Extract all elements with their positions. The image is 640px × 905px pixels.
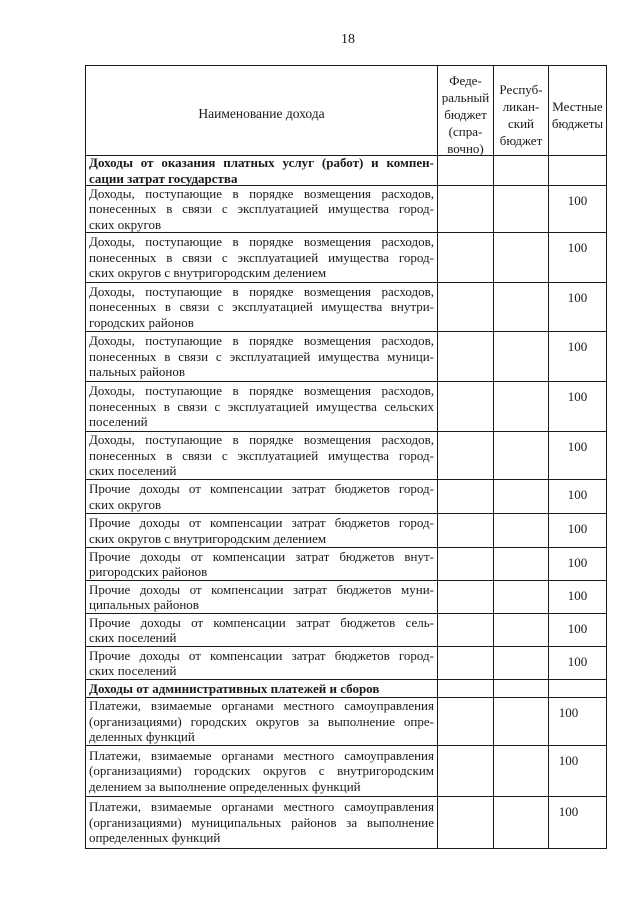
local-budget-cell: 100 bbox=[549, 614, 607, 647]
income-name-line: Доходы, поступающие в порядке возмещения расходов, bbox=[89, 234, 434, 250]
page-number: 18 bbox=[341, 32, 355, 47]
section-heading-cell bbox=[86, 680, 438, 698]
income-name-cell bbox=[86, 233, 438, 283]
federal-budget-cell bbox=[438, 480, 494, 514]
header-line: ский bbox=[508, 115, 534, 131]
income-name-line: ских поселений bbox=[89, 630, 177, 645]
section-heading-line: Доходы от оказания платных услуг (работ) и компен- bbox=[89, 155, 434, 170]
income-name-line: Прочие доходы от компенсации затрат бюджетов сель- bbox=[89, 614, 434, 630]
local-budget-cell: 100 bbox=[549, 186, 607, 233]
income-name-line: пальных районов bbox=[89, 364, 186, 380]
income-name-line: ципальных районов bbox=[89, 597, 199, 612]
republic-budget-cell bbox=[494, 186, 549, 233]
income-name-line: Платежи, взимаемые органами местного самоуправления bbox=[89, 747, 434, 763]
income-name-cell bbox=[86, 698, 438, 746]
republic-budget-cell bbox=[494, 797, 549, 849]
income-name-line: Доходы, поступающие в порядке возмещения расходов, bbox=[89, 283, 434, 299]
federal-budget-cell bbox=[438, 156, 494, 186]
income-name-line: поселений bbox=[89, 414, 148, 430]
income-name-line: определенных функций bbox=[89, 830, 221, 846]
header-federal-budget bbox=[438, 66, 494, 156]
republic-budget-cell bbox=[494, 332, 549, 382]
federal-budget-cell bbox=[438, 746, 494, 797]
federal-budget-cell bbox=[438, 581, 494, 614]
income-name-line: деленных функций bbox=[89, 729, 195, 745]
section-heading-cell bbox=[86, 156, 438, 186]
income-name-cell bbox=[86, 746, 438, 797]
local-budget-cell: 100 bbox=[549, 432, 607, 480]
income-name-cell bbox=[86, 432, 438, 480]
local-budget-cell: 100 bbox=[549, 480, 607, 514]
income-name-line: (организациями) городских округов за выполнение опре- bbox=[89, 713, 434, 729]
republic-budget-cell bbox=[494, 614, 549, 647]
local-budget-cell bbox=[549, 156, 607, 186]
header-line: ликан- bbox=[502, 98, 540, 114]
header-line: бюджет bbox=[499, 132, 543, 148]
income-name-cell bbox=[86, 480, 438, 514]
header-republic-budget bbox=[494, 66, 549, 156]
income-name-line: ригородских районов bbox=[89, 564, 208, 579]
republic-budget-cell bbox=[494, 581, 549, 614]
local-budget-cell: 100 bbox=[549, 233, 607, 283]
income-name-line: понесенных в связи с эксплуатацией имущества город- bbox=[89, 249, 434, 265]
income-name-cell bbox=[86, 283, 438, 332]
federal-budget-cell bbox=[438, 332, 494, 382]
republic-budget-cell bbox=[494, 647, 549, 680]
income-name-line: Платежи, взимаемые органами местного самоуправления bbox=[89, 799, 434, 815]
federal-budget-cell bbox=[438, 382, 494, 432]
local-budget-cell: 100 bbox=[549, 283, 607, 332]
income-name-line: понесенных в связи с эксплуатацией имущества внутри- bbox=[89, 299, 434, 315]
income-name-line: Платежи, взимаемые органами местного самоуправления bbox=[89, 698, 434, 714]
local-budget-cell: 100 bbox=[549, 581, 607, 614]
income-name-line: Доходы, поступающие в порядке возмещения расходов, bbox=[89, 383, 434, 399]
income-name-cell bbox=[86, 614, 438, 647]
income-name-line: понесенных в связи с эксплуатацией имущества город- bbox=[89, 447, 434, 463]
section-heading-line: сации затрат государства bbox=[89, 170, 238, 186]
local-budget-cell: 100 bbox=[549, 698, 607, 746]
income-name-line: ских округов с внутригородским делением bbox=[89, 265, 327, 281]
header-income-name-label: Наименование дохода bbox=[198, 106, 325, 121]
income-name-line: понесенных в связи с эксплуатацией имущества муници- bbox=[89, 348, 434, 364]
federal-budget-cell bbox=[438, 647, 494, 680]
header-income-name bbox=[86, 66, 438, 156]
income-name-cell bbox=[86, 382, 438, 432]
republic-budget-cell bbox=[494, 233, 549, 283]
republic-budget-cell bbox=[494, 156, 549, 186]
republic-budget-cell bbox=[494, 283, 549, 332]
federal-budget-cell bbox=[438, 680, 494, 698]
income-name-line: ских поселений bbox=[89, 463, 177, 479]
income-name-line: городских районов bbox=[89, 314, 194, 330]
income-name-line: ских округов bbox=[89, 496, 162, 512]
header-line: Местные bbox=[552, 98, 603, 114]
local-budget-cell: 100 bbox=[549, 746, 607, 797]
income-table bbox=[85, 65, 607, 849]
income-name-line: ских округов bbox=[89, 216, 162, 232]
header-line: бюджеты bbox=[551, 115, 604, 131]
republic-budget-cell bbox=[494, 698, 549, 746]
income-name-line: Прочие доходы от компенсации затрат бюджетов муни- bbox=[89, 581, 434, 597]
header-line: бюджет bbox=[444, 107, 487, 122]
federal-budget-cell bbox=[438, 514, 494, 548]
header-line: вочно) bbox=[447, 141, 484, 156]
income-name-line: (организациями) городских округов с внутригородским bbox=[89, 763, 434, 779]
republic-budget-cell bbox=[494, 680, 549, 698]
income-name-line: Доходы, поступающие в порядке возмещения расходов, bbox=[89, 432, 434, 448]
local-budget-cell: 100 bbox=[549, 647, 607, 680]
income-name-cell bbox=[86, 797, 438, 849]
header-local-budgets bbox=[549, 66, 607, 156]
header-line: (спра- bbox=[448, 124, 483, 139]
income-name-cell bbox=[86, 332, 438, 382]
income-name-cell bbox=[86, 514, 438, 548]
section-heading-line: Доходы от административных платежей и сборов bbox=[89, 680, 380, 696]
income-name-cell bbox=[86, 186, 438, 233]
republic-budget-cell bbox=[494, 514, 549, 548]
republic-budget-cell bbox=[494, 480, 549, 514]
federal-budget-cell bbox=[438, 698, 494, 746]
federal-budget-cell bbox=[438, 432, 494, 480]
income-name-cell bbox=[86, 647, 438, 680]
local-budget-cell bbox=[549, 680, 607, 698]
federal-budget-cell bbox=[438, 233, 494, 283]
income-name-line: ских округов с внутригородским делением bbox=[89, 530, 327, 546]
header-line: Респуб- bbox=[499, 81, 543, 97]
income-name-line: Доходы, поступающие в порядке возмещения расходов, bbox=[89, 333, 434, 349]
income-name-line: Прочие доходы от компенсации затрат бюджетов внут- bbox=[89, 548, 434, 564]
header-line: ральный bbox=[441, 90, 490, 105]
income-name-cell bbox=[86, 548, 438, 581]
income-name-line: Прочие доходы от компенсации затрат бюджетов город- bbox=[89, 515, 434, 530]
local-budget-cell: 100 bbox=[549, 332, 607, 382]
federal-budget-cell bbox=[438, 283, 494, 332]
income-name-line: Прочие доходы от компенсации затрат бюджетов город- bbox=[89, 647, 434, 663]
income-name-line: Прочие доходы от компенсации затрат бюджетов город- bbox=[89, 481, 434, 496]
federal-budget-cell bbox=[438, 614, 494, 647]
income-name-line: понесенных в связи с эксплуатацией имущества сельских bbox=[89, 398, 434, 414]
republic-budget-cell bbox=[494, 548, 549, 581]
local-budget-cell: 100 bbox=[549, 797, 607, 849]
income-name-line: (организациями) муниципальных районов за выполнение bbox=[89, 814, 434, 830]
republic-budget-cell bbox=[494, 746, 549, 797]
local-budget-cell: 100 bbox=[549, 548, 607, 581]
local-budget-cell: 100 bbox=[549, 514, 607, 548]
income-name-line: понесенных в связи с эксплуатацией имущества город- bbox=[89, 201, 434, 217]
federal-budget-cell bbox=[438, 548, 494, 581]
republic-budget-cell bbox=[494, 382, 549, 432]
federal-budget-cell bbox=[438, 186, 494, 233]
local-budget-cell: 100 bbox=[549, 382, 607, 432]
header-line: Феде- bbox=[449, 73, 482, 88]
income-name-line: ских поселений bbox=[89, 663, 177, 678]
federal-budget-cell bbox=[438, 797, 494, 849]
income-name-cell bbox=[86, 581, 438, 614]
republic-budget-cell bbox=[494, 432, 549, 480]
income-name-line: Доходы, поступающие в порядке возмещения расходов, bbox=[89, 185, 434, 201]
income-name-line: делением за выполнение определенных функций bbox=[89, 778, 361, 794]
